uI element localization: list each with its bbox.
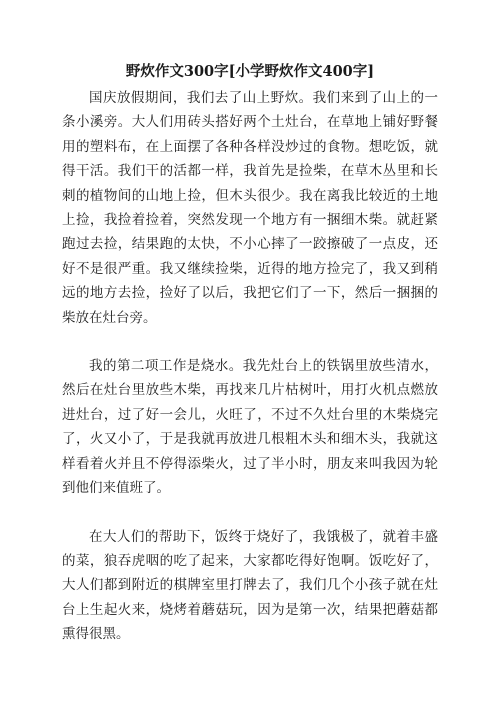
document-title: 野炊作文300字[小学野炊作文400字] (125, 63, 375, 80)
paragraph-1: 国庆放假期间，我们去了山上野炊。我们来到了山上的一条小溪旁。大人们用砖头搭好两个土灶台，在草地上铺好野餐用的塑料布，在上面摆了各种各样没炒过的食物。想吃饭，就得干活。我们干的活都一样，我首先是捡柴，在草木丛里和长刺的植物间的山地上捡，但木头很少。我在离我比较近的土地上捡，我捡着捡着，突然发现一个地方有一捆细木柴。就赶紧跑过去捡，结果跑的太快，不小心摔了一跤擦破了一点皮，还好不是很严重。我又继续捡柴，近得的地方捡完了，我又到稍远的地方去捡，捡好了以后，我把它们了一下，然后一捆捆的柴放在灶台旁。 (62, 90, 438, 326)
paragraph-3: 在大人们的帮助下，饭终于烧好了，我饿极了，就着丰盛的菜，狼吞虎咽的吃了起来，大家都吃得好饱啊。饭吃好了，大人们都到附近的棋牌室里打牌去了，我们几个小孩子就在灶台上生起火来，烧烤着蘑菇玩，因为是第一次，结果把蘑菇都熏得很黑。 (62, 528, 438, 643)
paragraph-2: 我的第二项工作是烧水。我先灶台上的铁锅里放些清水，然后在灶台里放些木柴，再找来几片枯树叶，用打火机点燃放进灶台，过了好一会儿，火旺了，不过不久灶台里的木柴烧完了，火又小了，于是我就再放进几根粗木头和细木头，我就这样看着火并且不停得添柴火，过了半小时，朋友来叫我因为轮到他们来值班了。 (62, 358, 438, 497)
